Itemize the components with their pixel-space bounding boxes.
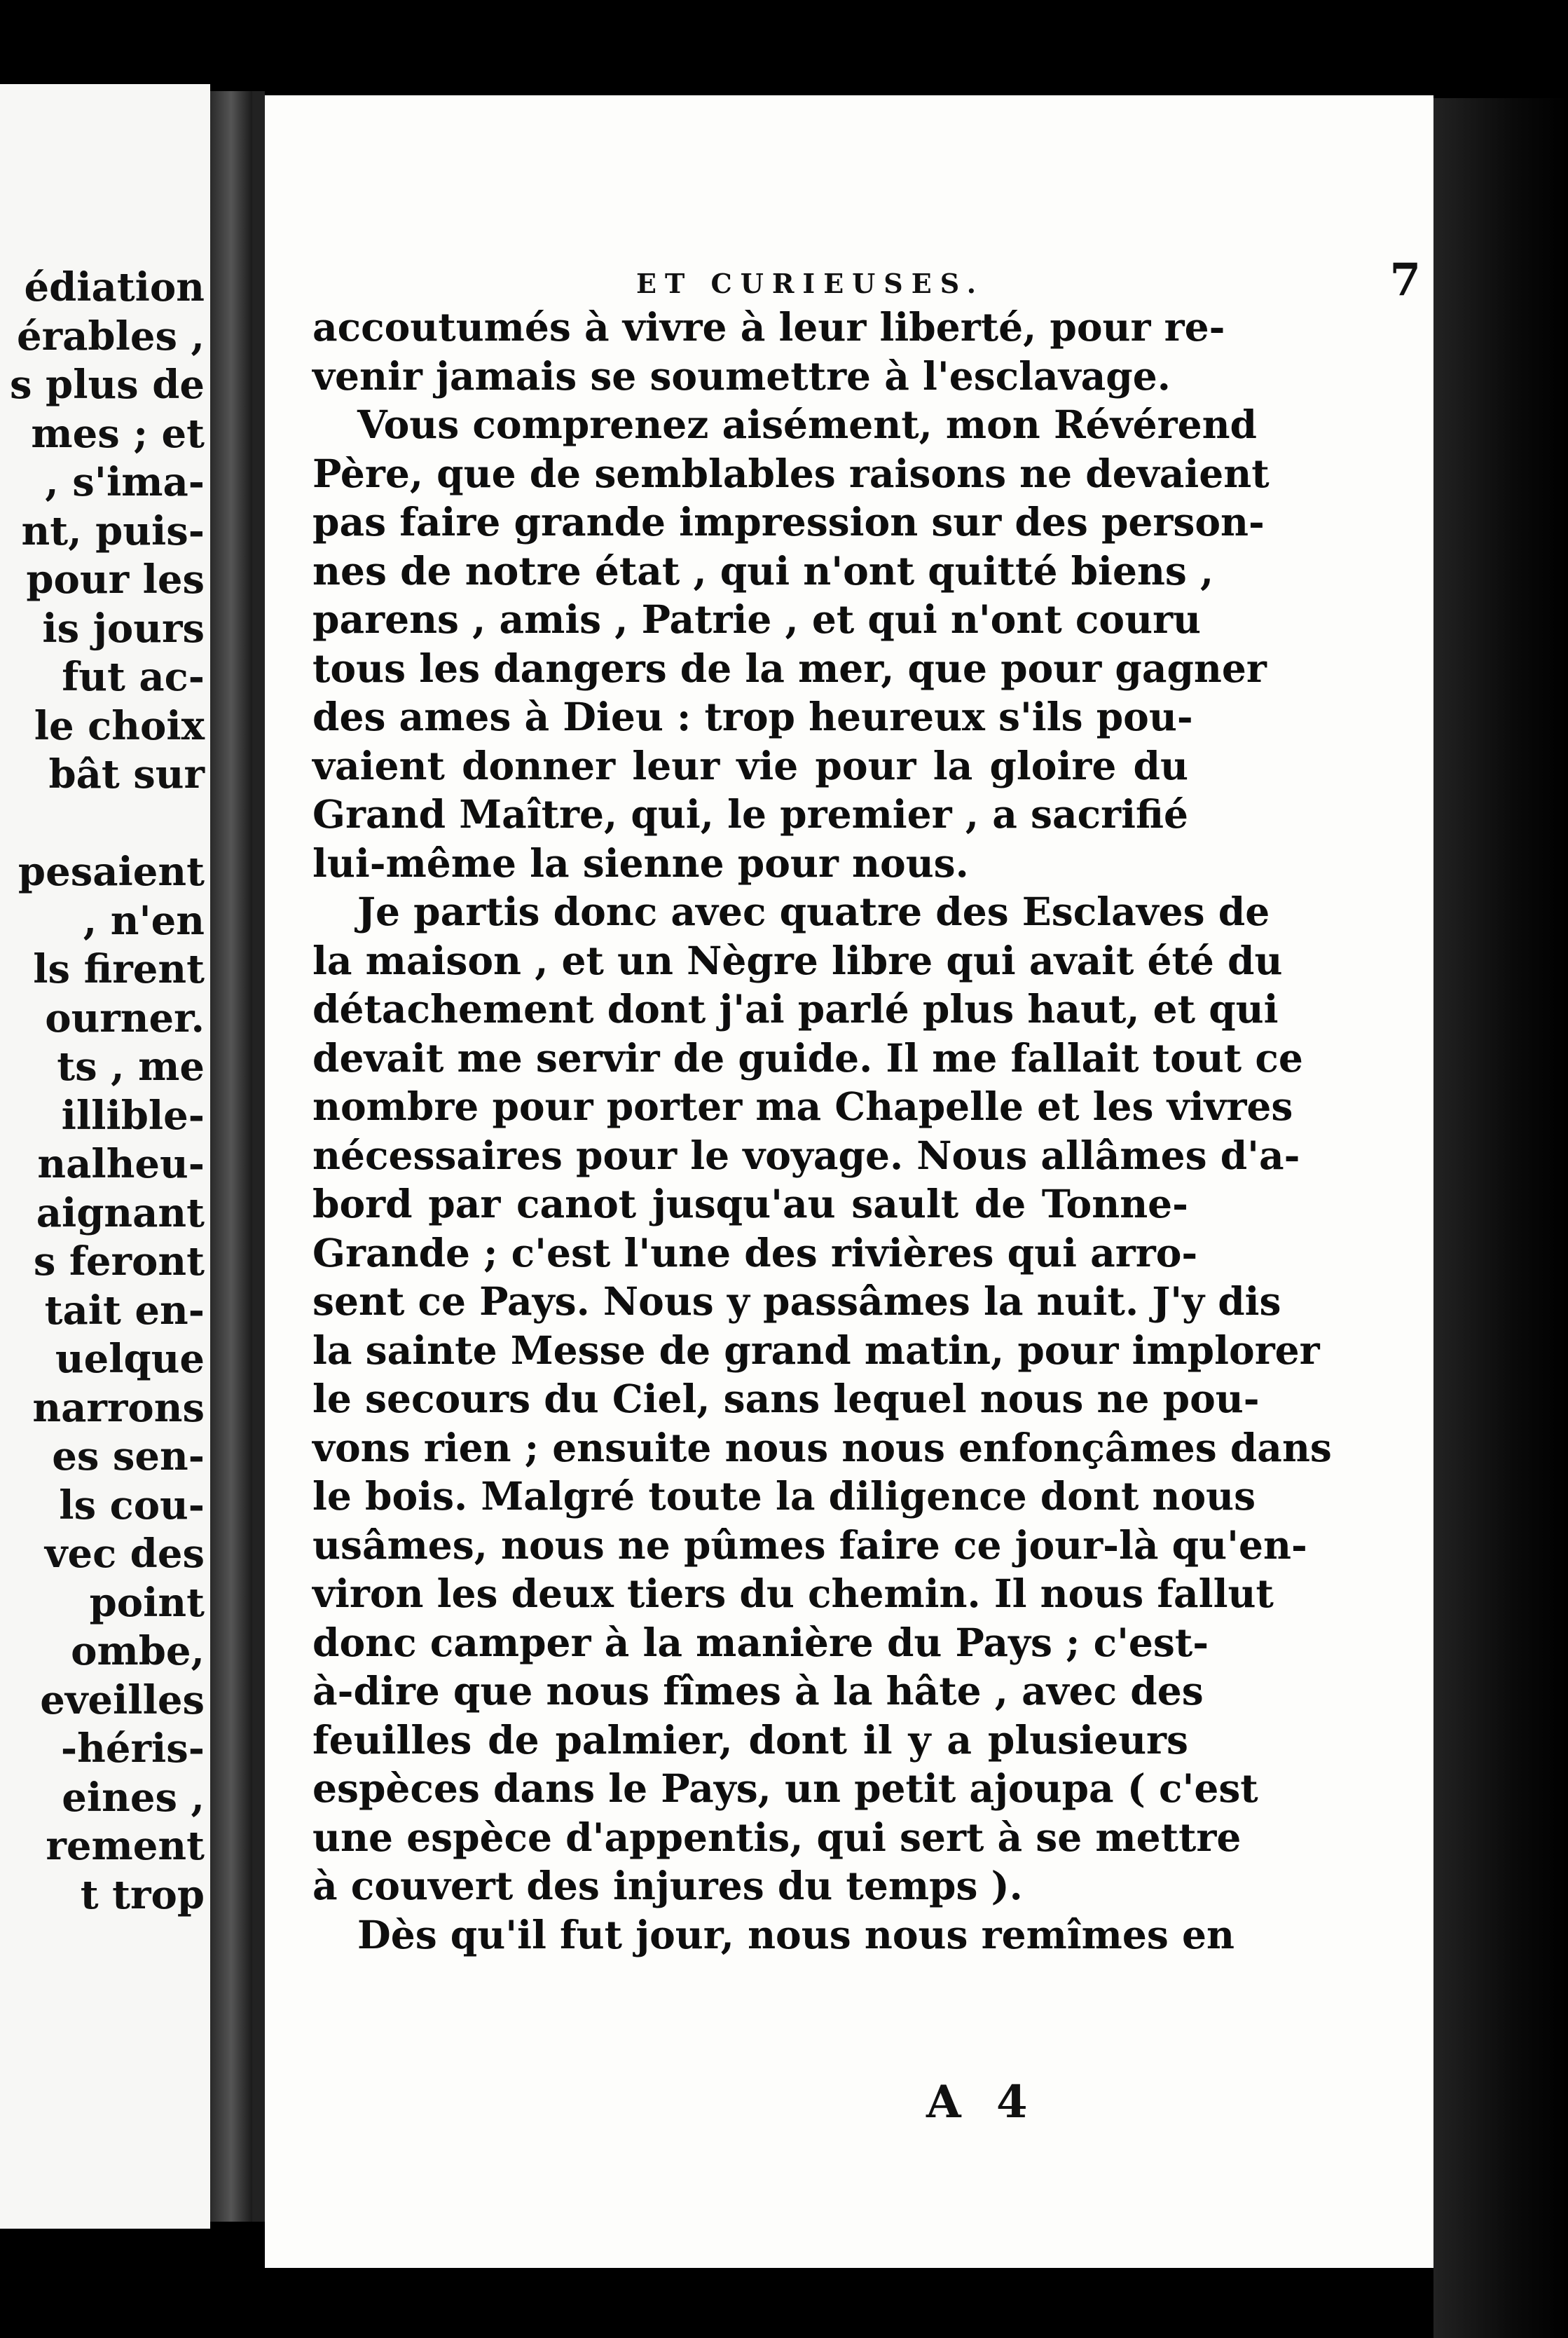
text-line: Grande ; c'est l'une des rivières qui arro- [312,1229,1198,1276]
text-line: la maison , et un Nègre libre qui avait été du [312,937,1283,983]
text-line: bord par canot jusqu'au sault de Tonne- [312,1181,1188,1226]
previous-page-line-fragment: mes ; et [31,410,205,457]
text-line: détachement dont j'ai parlé plus haut, et qui [312,986,1279,1032]
text-line: Vous comprenez aisément, mon Révérend [357,402,1258,447]
previous-page-line-fragment: le choix [34,702,205,749]
previous-page-line-fragment: eveilles [40,1676,205,1723]
previous-page-line-fragment: fut ac- [62,654,205,700]
text-line: espèces dans le Pays, un petit ajoupa ( c'est [312,1765,1258,1811]
previous-page-line-fragment: point [89,1579,205,1626]
text-line: nombre pour porter ma Chapelle et les vivres [312,1083,1293,1129]
previous-page-line-fragment: uelque [55,1336,205,1382]
previous-page-line-fragment: nalheu- [37,1141,205,1187]
previous-page-line-fragment: is jours [42,605,205,652]
text-line: vaient donner leur vie pour la gloire du [312,742,1188,788]
previous-page-line-fragment: ls cou- [59,1482,205,1529]
text-line: sent ce Pays. Nous y passâmes la nuit. J'y dis [312,1278,1281,1324]
previous-page-line-fragment: t trop [80,1871,205,1918]
text-line: Grand Maître, qui, le premier , a sacrifié [312,791,1188,837]
previous-page-line-fragment: narrons [32,1384,205,1431]
previous-page-line-fragment: -héris- [60,1725,205,1772]
text-line: venir jamais se soumettre à l'esclavage. [312,353,1171,399]
previous-page-line-fragment: ts , me [57,1044,205,1090]
previous-page-line-fragment: érables , [17,313,205,360]
text-line: feuilles de palmier, dont il y a plusieurs [312,1716,1188,1763]
text-line: viron les deux tiers du chemin. Il nous fallut [312,1571,1274,1616]
previous-page-line-fragment: édiation [24,264,205,310]
page-edge-shadow [1433,98,1568,2338]
previous-page-line-fragment: tait en- [44,1287,205,1334]
previous-page-fragment [0,84,210,2229]
book-page [265,95,1433,2268]
text-line: donc camper à la manière du Pays ; c'est- [312,1619,1209,1665]
text-line: à couvert des injures du temps ). [312,1863,1023,1908]
previous-page-line-fragment: nt, puis- [21,507,205,554]
previous-page-line-fragment: s plus de [10,362,205,408]
previous-page-line-fragment: s feront [33,1238,205,1285]
text-line: accoutumés à vivre à leur liberté, pour re- [312,304,1225,350]
text-line: Père, que de semblables raisons ne devaient [312,450,1270,496]
previous-page-line-fragment: , s'ima- [45,459,205,505]
text-line: à-dire que nous fîmes à la hâte , avec des [312,1668,1204,1714]
previous-page-line-fragment: vec des [44,1531,205,1577]
running-head: ET CURIEUSES. [636,268,985,299]
previous-page-line-fragment: ourner. [45,994,205,1041]
previous-page-line-fragment: bât sur [48,751,205,798]
text-line: tous les dangers de la mer, que pour gagner [312,645,1267,691]
previous-page-line-fragment: illible- [61,1092,205,1139]
previous-page-line-fragment: eines , [62,1774,205,1821]
previous-page-line-fragment: ls firent [33,946,205,992]
text-line: Dès qu'il fut jour, nous nous remîmes en [357,1911,1235,1957]
book-spine [210,91,252,2222]
text-line: une espèce d'appentis, qui sert à se mettre [312,1814,1242,1860]
signature-mark: A 4 [926,2076,1038,2128]
text-line: Je partis donc avec quatre des Esclaves de [357,889,1270,934]
text-line: lui-même la sienne pour nous. [312,840,969,886]
text-line: vons rien ; ensuite nous nous enfonçâmes dans [312,1424,1332,1470]
text-line: usâmes, nous ne pûmes faire ce jour-là qu'en- [312,1522,1307,1568]
previous-page-line-fragment: , n'en [83,897,205,944]
text-line: le secours du Ciel, sans lequel nous ne pou- [312,1376,1260,1421]
text-line: le bois. Malgré toute la diligence dont nous [312,1473,1256,1519]
previous-page-line-fragment: es sen- [52,1433,205,1479]
previous-page-line-fragment: rement [46,1823,205,1869]
book-gutter [252,91,265,2222]
previous-page-line-fragment: aignant [36,1189,205,1236]
previous-page-line-fragment: ombe, [71,1628,205,1674]
text-line: parens , amis , Patrie , et qui n'ont couru [312,596,1202,642]
text-line: nes de notre état , qui n'ont quitté biens , [312,547,1214,594]
body-text [312,303,1332,1959]
text-line: pas faire grande impression sur des person- [312,499,1265,545]
page-number: 7 [1389,254,1421,306]
previous-page-line-fragment: pour les [26,556,205,603]
text-line: la sainte Messe de grand matin, pour implorer [312,1327,1320,1373]
text-line: devait me servir de guide. Il me fallait tout ce [312,1034,1303,1081]
text-line: nécessaires pour le voyage. Nous allâmes d'a- [312,1132,1300,1178]
previous-page-line-fragment: pesaient [18,849,205,895]
text-line: des ames à Dieu : trop heureux s'ils pou- [312,694,1193,739]
